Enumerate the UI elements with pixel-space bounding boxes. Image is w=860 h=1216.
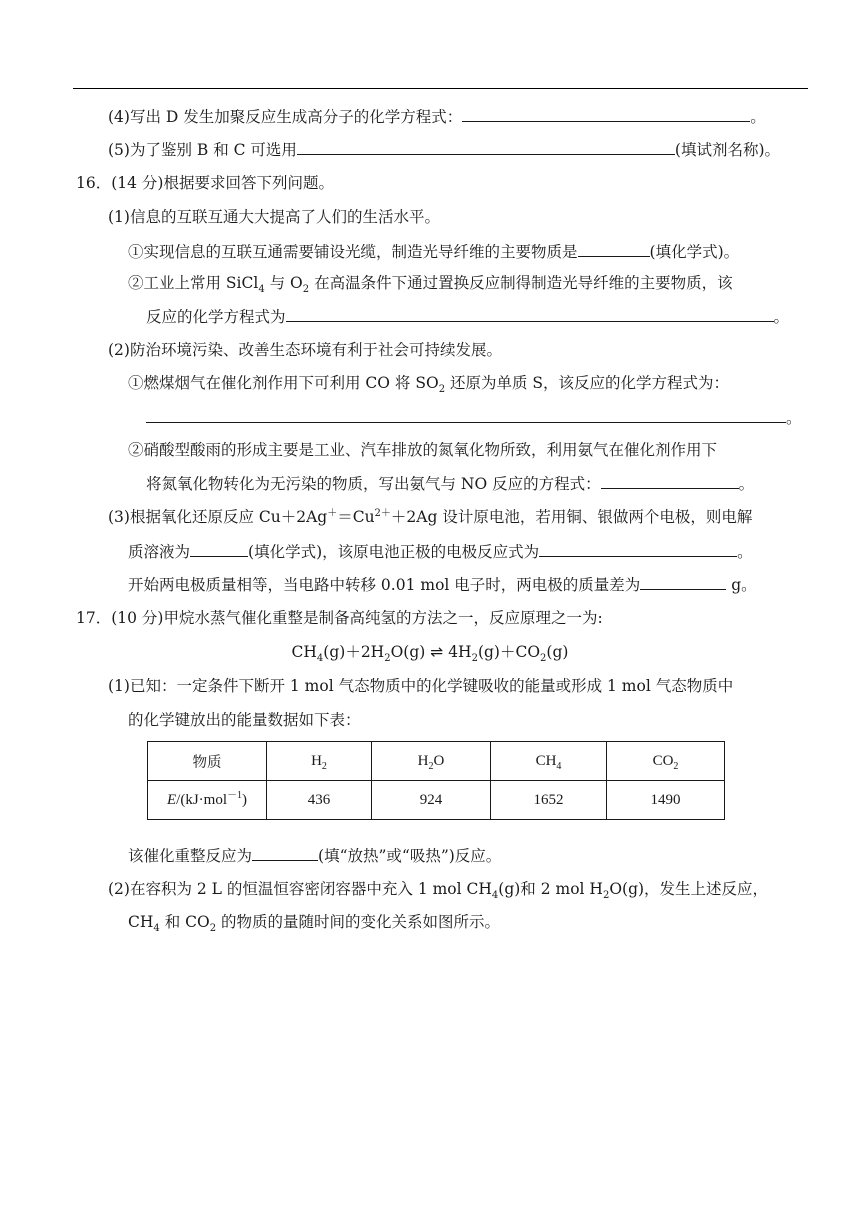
q17-part2-line1: (2)在容积为 2 L 的恒温恒容密闭容器中充入 1 mol $CH_4(g)$和 2 mol $H_2O(g)$，发生上述反应， bbox=[108, 880, 769, 902]
q16-part2-1: ①燃煤烟气在催化剂作用下可利用 CO 将 $SO_2$ 还原为单质 S，该反应的化学方程式为： bbox=[128, 374, 730, 396]
answer-blank[interactable] bbox=[640, 574, 726, 590]
table-cell: 物质 bbox=[148, 742, 267, 781]
q15-part4: (4)写出 D 发生加聚反应生成高分子的化学方程式： 。 bbox=[108, 108, 766, 126]
q17-part1-line2: 的化学键放出的能量数据如下表： bbox=[128, 711, 361, 729]
table-cell: $H_2O$ bbox=[372, 742, 491, 781]
table-cell: $H_2$ bbox=[267, 742, 372, 781]
table-cell: $CO_2$ bbox=[607, 742, 725, 781]
q15-part5-text: (5)为了鉴别 B 和 C 可选用 bbox=[108, 141, 297, 159]
q16-part1-2-line2: 反应的化学方程式为 。 bbox=[146, 308, 790, 326]
answer-blank[interactable] bbox=[286, 306, 774, 322]
answer-blank[interactable] bbox=[539, 541, 737, 557]
q15-part5: (5)为了鉴别 B 和 C 可选用 (填试剂名称)。 bbox=[108, 141, 781, 159]
q16-part3-line3: 开始两电极质量相等，当电路中转移 0.01 mol 电子时，两电极的质量差为 g。 bbox=[128, 576, 757, 594]
q17-part1-line1: (1)已知：一定条件下断开 1 mol 气态物质中的化学键吸收的能量或形成 1 mol 气态物质中 bbox=[108, 677, 734, 695]
q16-header: 16．(14 分)根据要求回答下列问题。 bbox=[76, 174, 334, 192]
q16-part3-line2: 质溶液为 (填化学式)，该原电池正极的电极反应式为 。 bbox=[128, 543, 753, 561]
q16-part2: (2)防治环境污染、改善生态环境有利于社会可持续发展。 bbox=[108, 341, 502, 359]
answer-blank[interactable] bbox=[462, 106, 750, 122]
q17-part2-line2: $CH_4$ 和 $CO_2$ 的物质的量随时间的变化关系如图所示。 bbox=[128, 913, 500, 935]
q17-part1-question: 该催化重整反应为 (填“放热”或“吸热”)反应。 bbox=[128, 847, 502, 865]
table-cell: 1490 bbox=[607, 781, 725, 820]
table-cell: 436 bbox=[267, 781, 372, 820]
answer-blank[interactable] bbox=[578, 241, 650, 257]
answer-blank[interactable] bbox=[252, 845, 318, 861]
q16-part2-1-answer: 。 bbox=[146, 407, 802, 428]
q16-part1-1: ①实现信息的互联互通需要铺设光缆，制造光导纤维的主要物质是 (填化学式)。 bbox=[128, 243, 740, 261]
reaction-equation: $CH_4(g)+2H_2O(g)$ ⇌ $4H_2(g)+CO_2(g)$ bbox=[291, 643, 569, 665]
q16-part2-2-line2: 将氮氧化物转化为无污染的物质，写出氨气与 NO 反应的方程式： 。 bbox=[146, 475, 755, 493]
table-row bbox=[148, 781, 725, 820]
header-rule bbox=[73, 88, 808, 89]
table-header-row bbox=[148, 742, 725, 781]
answer-blank[interactable] bbox=[601, 473, 739, 489]
table-cell: E/(kJ·mol$^{-1}$) bbox=[148, 781, 267, 820]
table-cell: 924 bbox=[372, 781, 491, 820]
q16-part2-2-line1: ②硝酸型酸雨的形成主要是工业、汽车排放的氮氧化物所致，利用氨气在催化剂作用下 bbox=[128, 441, 718, 459]
bond-energy-table bbox=[147, 741, 725, 820]
equilibrium-arrow: ⇌ bbox=[430, 643, 444, 661]
table-cell: 1652 bbox=[491, 781, 607, 820]
q16-part1: (1)信息的互联互通大大提高了人们的生活水平。 bbox=[108, 208, 440, 226]
q15-part4-text: (4)写出 D 发生加聚反应生成高分子的化学方程式： bbox=[108, 108, 463, 126]
q17-header: 17．(10 分)甲烷水蒸气催化重整是制备高纯氢的方法之一，反应原理之一为: bbox=[76, 609, 603, 627]
table-cell: $CH_4$ bbox=[491, 742, 607, 781]
answer-blank[interactable] bbox=[146, 407, 786, 423]
q16-part3-line1: (3)根据氧化还原反应 $Cu+2Ag^+=Cu^{2+}+2Ag$ 设计原电池，若用铜、银做两个电极，则电解 bbox=[108, 507, 753, 526]
answer-blank[interactable] bbox=[297, 139, 675, 155]
answer-blank[interactable] bbox=[190, 541, 248, 557]
q16-part1-2-line1: ②工业上常用 SiCl$_4$ 与 $O_2$ 在高温条件下通过置换反应制得制造光导纤维的主要物质，该 bbox=[128, 274, 733, 296]
